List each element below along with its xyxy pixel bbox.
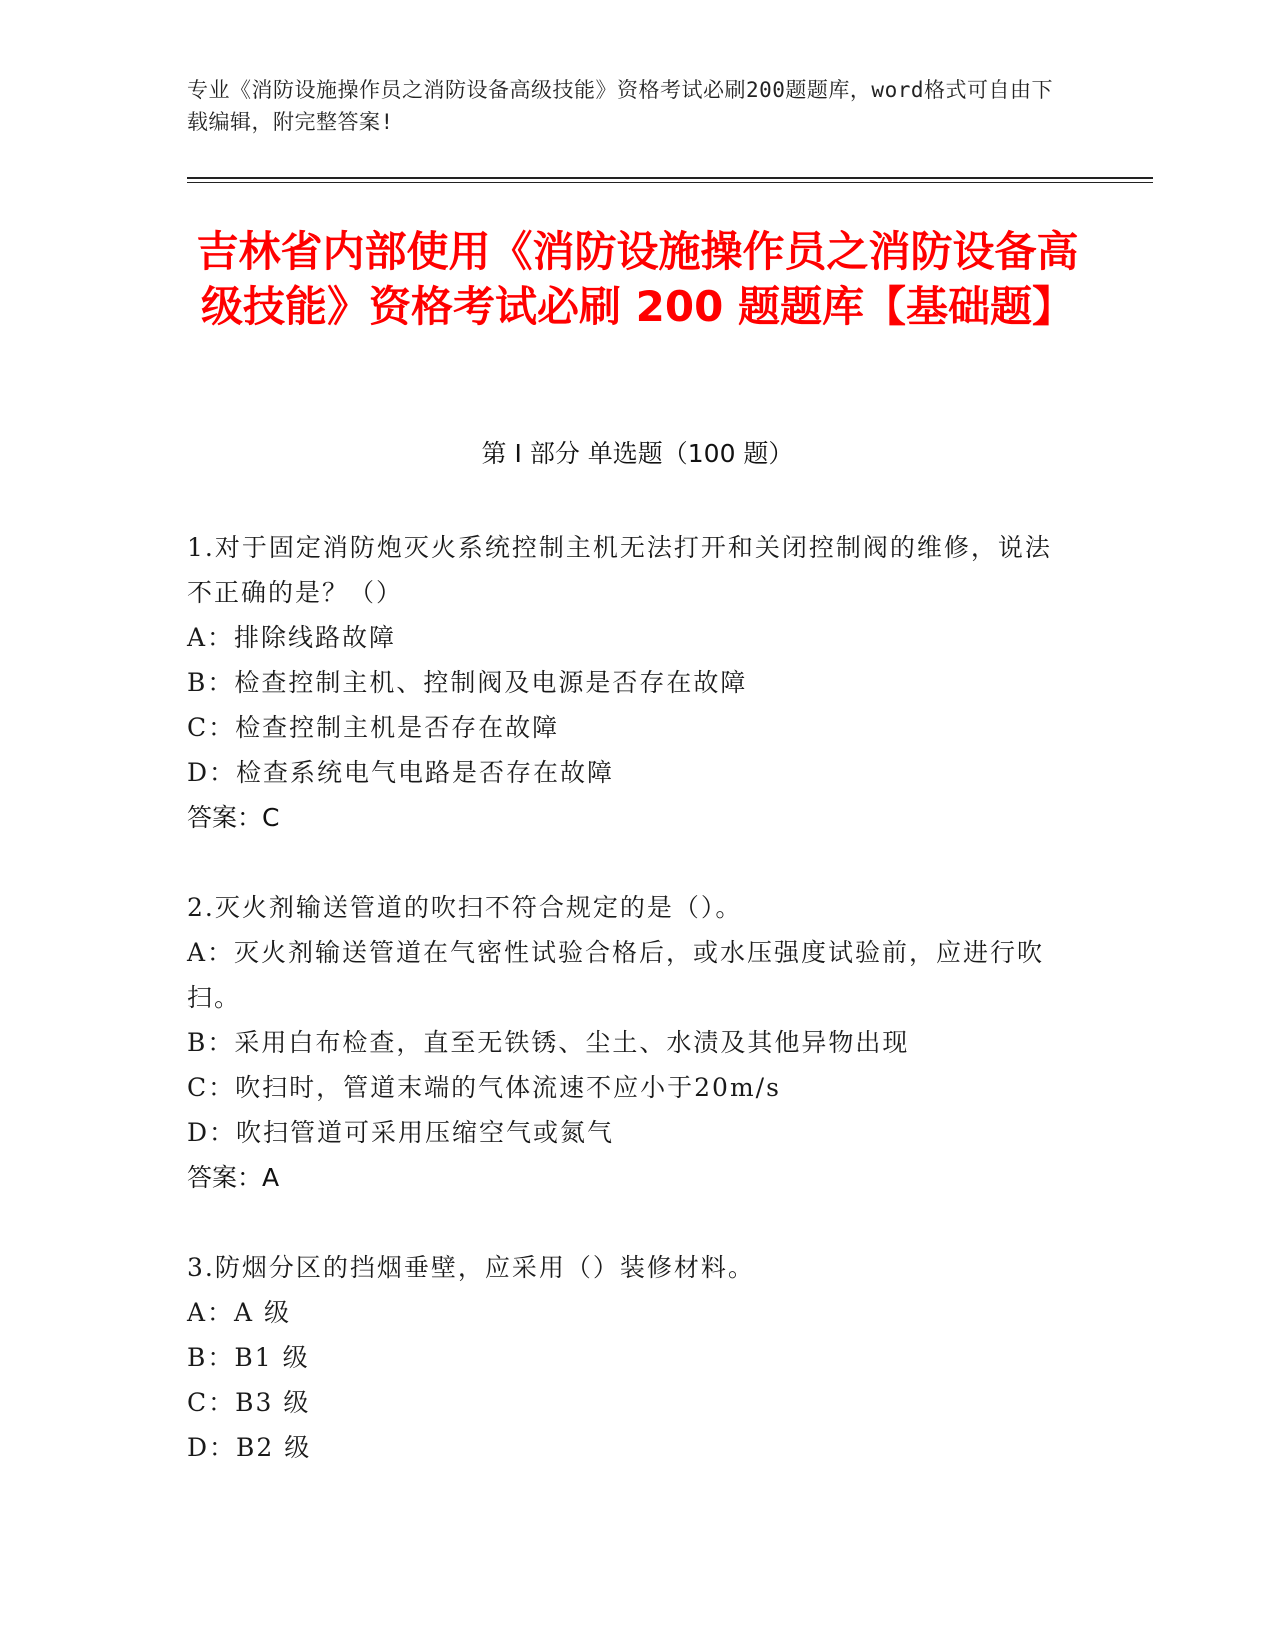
- option-a: A：A 级: [187, 1298, 292, 1327]
- header-note: 专业《消防设施操作员之消防设备高级技能》资格考试必刷200题题库，word格式可自由下载编辑，附完整答案!: [187, 78, 1053, 134]
- option-d: D：B2 级: [187, 1433, 312, 1462]
- question-1: [187, 525, 1067, 841]
- question-stem: 3.防烟分区的挡烟垂壁，应采用（）装修材料。: [187, 1253, 755, 1282]
- option-a: A：排除线路故障: [187, 623, 397, 652]
- option-c: C：B3 级: [187, 1388, 311, 1417]
- answer-text: 答案：A: [187, 1163, 280, 1192]
- option-b: B：检查控制主机、控制阀及电源是否存在故障: [187, 668, 748, 697]
- header-divider-thin: [187, 182, 1153, 183]
- question-2: [187, 885, 1067, 1201]
- option-b: B：B1 级: [187, 1343, 310, 1372]
- option-c: C：吹扫时，管道末端的气体流速不应小于20m/s: [187, 1073, 781, 1102]
- option-c: C：检查控制主机是否存在故障: [187, 713, 560, 742]
- option-b: B：采用白布检查，直至无铁锈、尘土、水渍及其他异物出现: [187, 1028, 910, 1057]
- document-title: 吉林省内部使用《消防设施操作员之消防设备高级技能》资格考试必刷 200 题题库【基础题】: [196, 227, 1079, 331]
- question-list: [187, 525, 1067, 1514]
- question-3: [187, 1245, 1067, 1470]
- answer-text: 答案：C: [187, 803, 280, 832]
- option-d: D：检查系统电气电路是否存在故障: [187, 758, 615, 787]
- question-stem: 2.灭火剂输送管道的吹扫不符合规定的是（）。: [187, 893, 743, 922]
- header-divider-thick: [187, 177, 1153, 179]
- option-a: A：灭火剂输送管道在气密性试验合格后，或水压强度试验前，应进行吹扫。: [187, 938, 1045, 1012]
- section-title: 第 I 部分 单选题（100 题）: [481, 439, 794, 468]
- option-d: D：吹扫管道可采用压缩空气或氮气: [187, 1118, 615, 1147]
- question-stem: 1.对于固定消防炮灭火系统控制主机无法打开和关闭控制阀的维修，说法不正确的是？（）: [187, 533, 1052, 607]
